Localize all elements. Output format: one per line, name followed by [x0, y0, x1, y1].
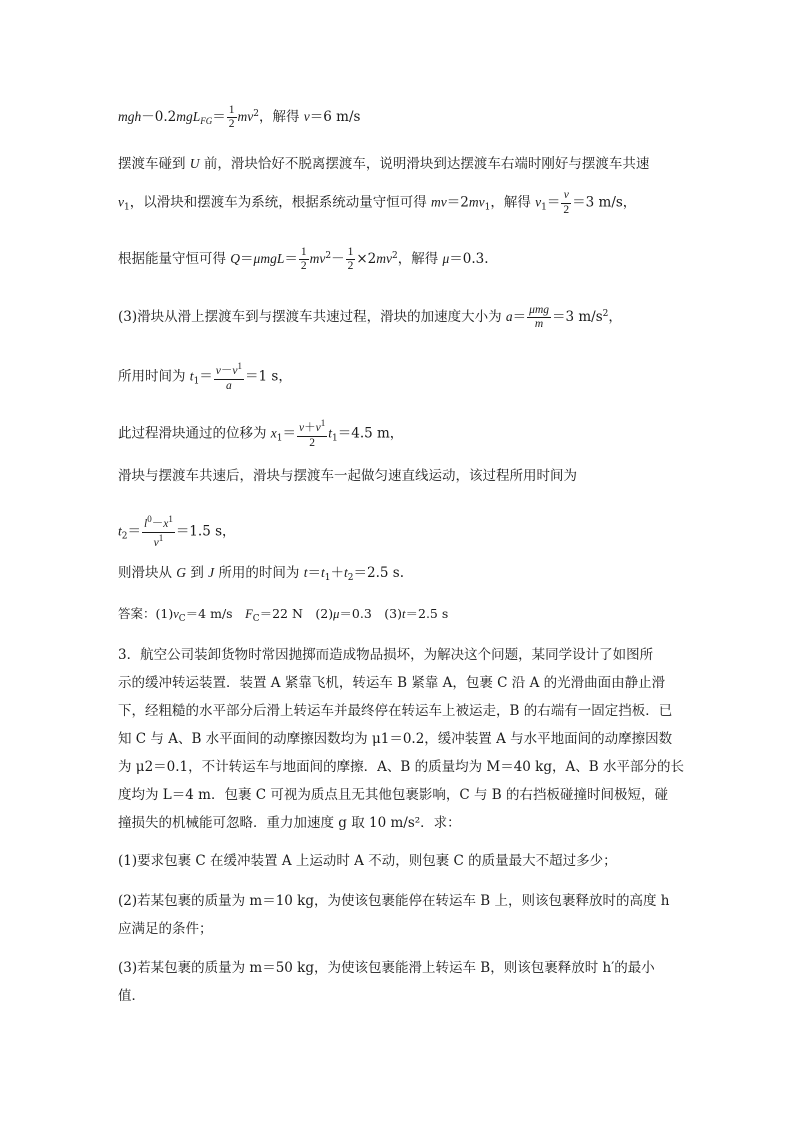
problem3-question-2-line-2: 应满足的条件； [118, 921, 213, 937]
equation-energy-heat: 根据能量守恒可得 Q＝μmgL＝ $\frac{1}{2}$ $mv^2-$ $\frac{1}{2}$ $\times 2mv^2$，解得 μ＝0.3. [118, 245, 489, 272]
equation-accel: (3)滑块从滑上摆渡车到与摆渡车共速过程，滑块的加速度大小为 a＝ $\frac{\text{μmg}}{m}$ ＝3 $m/s^2$， [118, 303, 622, 330]
problem3-question-1: (1)要求包裹 C 在缓冲装置 A 上运动时 A 不动，则包裹 C 的质量最大不超过多少； [118, 853, 617, 869]
problem3-intro-line-5: 为 μ2＝0.1，不计转运车与地面间的摩擦．A、B 的质量均为 M＝40 kg，A、B 水平部分的长 [118, 759, 684, 775]
problem3-intro-line-3: 下，经粗糙的水平部分后滑上转运车并最终停在转运车上被运走，B 的右端有一固定挡板．已 [118, 703, 673, 719]
equation-momentum: $v_1$，以滑块和摆渡车为系统，根据系统动量守恒可得 $mv=2mv_1$，解得 $v_1=$ $\frac{v}{2}$ ＝3 m/s， [118, 189, 637, 216]
problem3-intro-line-4: 知 C 与 A、B 水平面间的动摩擦因数均为 μ1＝0.2，缓冲装置 A 与水平地面间的动摩擦因数 [118, 731, 673, 747]
problem3-intro-line-7: 撞损失的机械能可忽略．重力加速度 g 取 10 m/s²．求： [118, 815, 461, 831]
problem3-intro-line-6: 度均为 L＝4 m．包裹 C 可视为质点且无其他包裹影响，C 与 B 的右挡板碰撞时间极短，碰 [118, 787, 668, 803]
answer-line: 答案：$(1)v_C=4$ m/s $F_C=22$ N (2)μ＝0.3 (3)t＝2.5 s [118, 606, 449, 624]
equation-t2: $t_2=$ $\frac{l^0-x^1}{v^1}$ ＝1.5 s， [118, 514, 236, 549]
text-uniform-motion: 滑块与摆渡车共速后，滑块与摆渡车一起做匀速直线运动，该过程所用时间为 [118, 468, 577, 484]
problem3-question-3-line-1: (3)若某包裹的质量为 m＝50 kg，为使该包裹能滑上转运车 B，则该包裹释放时 h′的最小 [118, 960, 655, 976]
equation-x1: 此过程滑块通过的位移为 $x_1=$ $\frac{v+v^1}{2}$ $t_1=4.5$ m， [118, 418, 404, 449]
equation-t1: 所用时间为 $t_1=$ $\frac{v-v^1}{a}$ ＝1 s， [118, 361, 292, 392]
problem3-question-2-line-1: (2)若某包裹的质量为 m＝10 kg，为使该包裹能停在转运车 B 上，则该包裹释放时的高度 h [118, 893, 670, 909]
equation-total-time: 则滑块从 G 到 J 所用的时间为 $t=t_1+t_2=2.5$ s. [118, 565, 404, 583]
problem3-intro-line-1: 3．航空公司装卸货物时常因抛掷而造成物品损坏，为解决这个问题，某同学设计了如图所 [118, 647, 654, 663]
problem3-intro-line-2: 示的缓冲转运装置．装置 A 紧靠飞机，转运车 B 紧靠 A，包裹 C 沿 A 的光滑曲面由静止滑 [118, 675, 666, 691]
text-collide-before-u: 摆渡车碰到 U 前，滑块恰好不脱离摆渡车，说明滑块到达摆渡车右端时刚好与摆渡车共速 [118, 156, 650, 172]
equation-energy-fg: mgh－0.2mgL$_{FG}$＝ $\frac{1}{2}$ $mv^2$，解得 v＝6 m/s [118, 103, 361, 130]
problem3-question-3-line-2: 值． [118, 988, 145, 1004]
